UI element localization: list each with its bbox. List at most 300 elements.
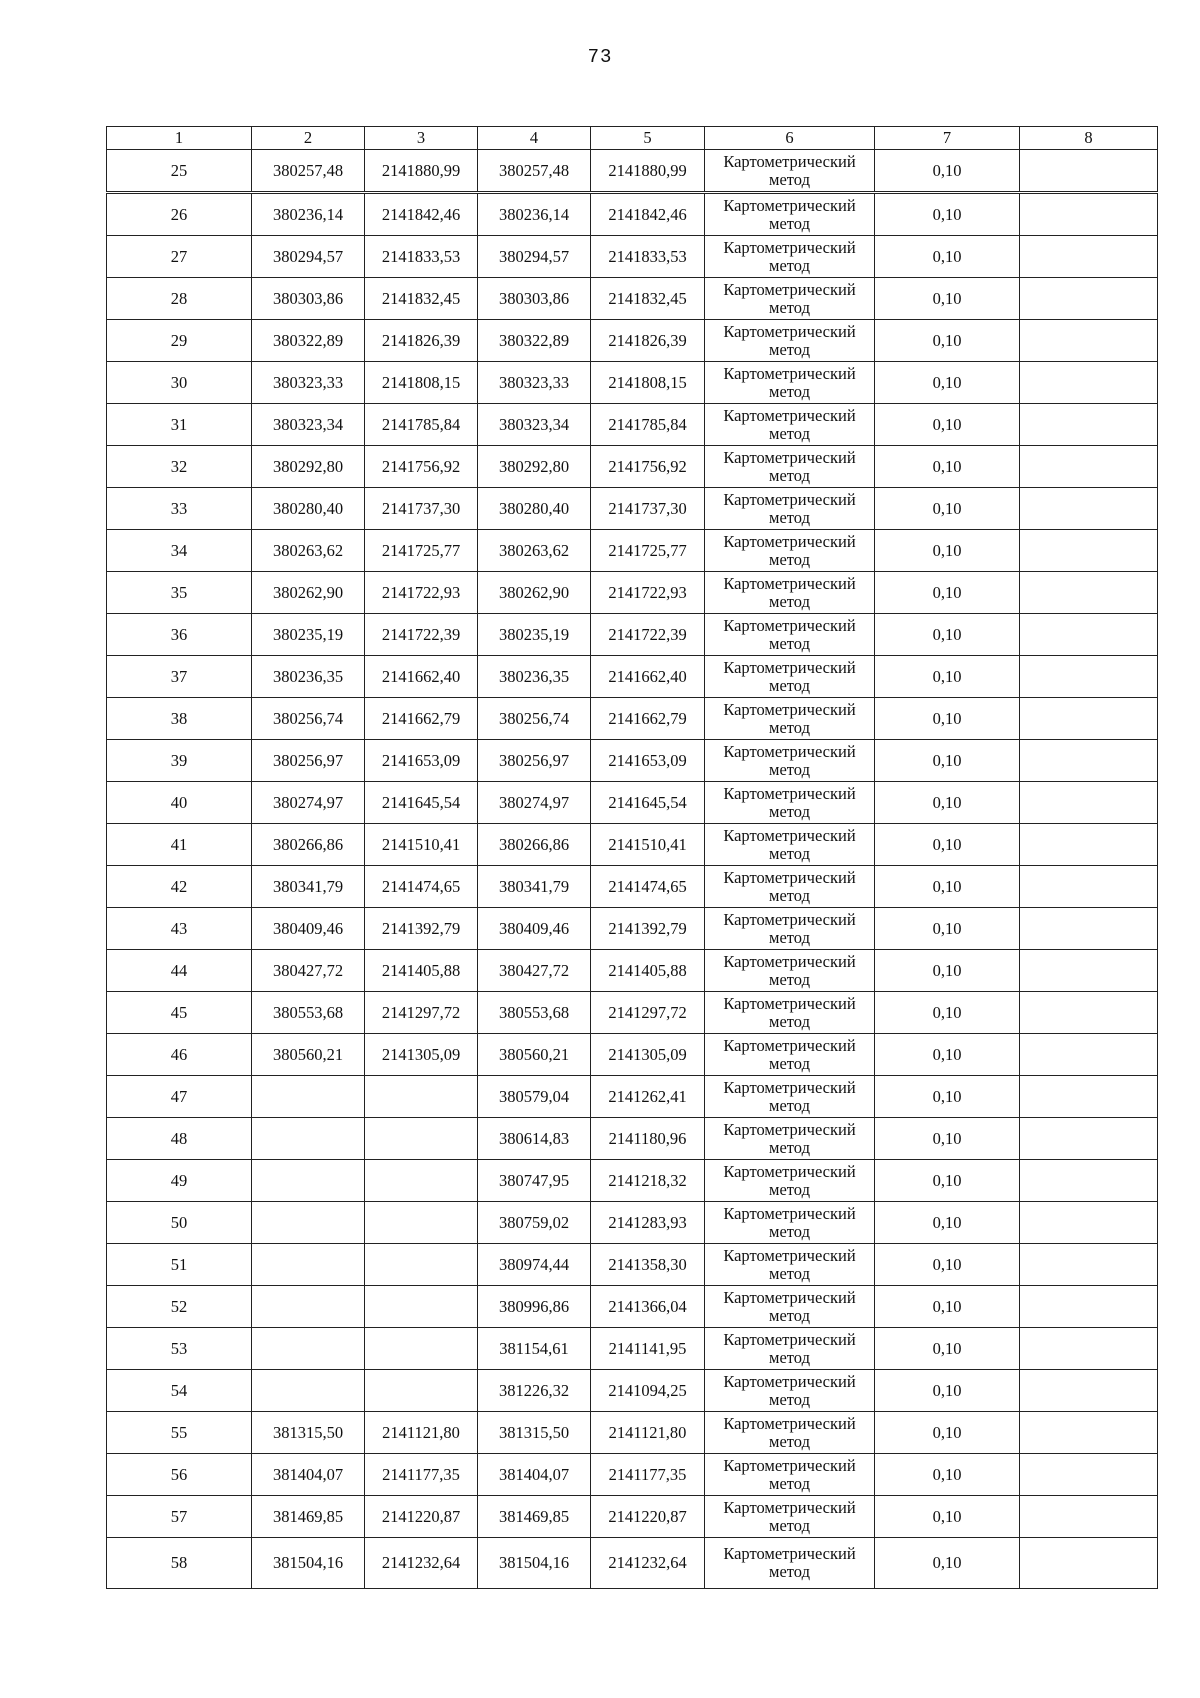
notes-cell xyxy=(1020,193,1158,236)
table-row xyxy=(107,782,1158,824)
method-cell: Картометрический метод xyxy=(705,656,875,698)
y-refined-cell: 2141232,64 xyxy=(591,1538,705,1589)
y-existing-cell xyxy=(365,1160,478,1202)
x-refined-cell: 380236,14 xyxy=(478,193,591,236)
x-refined-cell: 381315,50 xyxy=(478,1412,591,1454)
y-refined-cell: 2141405,88 xyxy=(591,950,705,992)
accuracy-cell: 0,10 xyxy=(875,150,1020,193)
notes-cell xyxy=(1020,572,1158,614)
y-refined-cell: 2141218,32 xyxy=(591,1160,705,1202)
notes-cell xyxy=(1020,1076,1158,1118)
y-existing-cell: 2141737,30 xyxy=(365,488,478,530)
table-row xyxy=(107,698,1158,740)
y-refined-cell: 2141141,95 xyxy=(591,1328,705,1370)
y-existing-cell: 2141725,77 xyxy=(365,530,478,572)
method-cell: Картометрический метод xyxy=(705,1496,875,1538)
x-refined-cell: 380262,90 xyxy=(478,572,591,614)
point-number-cell: 35 xyxy=(107,572,252,614)
accuracy-cell: 0,10 xyxy=(875,236,1020,278)
x-existing-cell xyxy=(252,1244,365,1286)
point-number-cell: 37 xyxy=(107,656,252,698)
x-existing-cell xyxy=(252,1328,365,1370)
method-cell: Картометрический метод xyxy=(705,614,875,656)
point-number-cell: 57 xyxy=(107,1496,252,1538)
x-refined-cell: 381504,16 xyxy=(478,1538,591,1589)
accuracy-cell: 0,10 xyxy=(875,992,1020,1034)
table-row xyxy=(107,1160,1158,1202)
x-refined-cell: 380579,04 xyxy=(478,1076,591,1118)
x-refined-cell: 380323,34 xyxy=(478,404,591,446)
point-number-cell: 45 xyxy=(107,992,252,1034)
accuracy-cell: 0,10 xyxy=(875,488,1020,530)
accuracy-cell: 0,10 xyxy=(875,320,1020,362)
y-refined-cell: 2141785,84 xyxy=(591,404,705,446)
point-number-cell: 30 xyxy=(107,362,252,404)
notes-cell xyxy=(1020,656,1158,698)
point-number-cell: 38 xyxy=(107,698,252,740)
x-refined-cell: 381469,85 xyxy=(478,1496,591,1538)
y-existing-cell xyxy=(365,1328,478,1370)
method-cell: Картометрический метод xyxy=(705,782,875,824)
x-refined-cell: 380560,21 xyxy=(478,1034,591,1076)
accuracy-cell: 0,10 xyxy=(875,824,1020,866)
x-refined-cell: 380256,97 xyxy=(478,740,591,782)
point-number-cell: 47 xyxy=(107,1076,252,1118)
x-existing-cell: 380236,14 xyxy=(252,193,365,236)
table-row xyxy=(107,572,1158,614)
x-refined-cell: 381154,61 xyxy=(478,1328,591,1370)
point-number-cell: 34 xyxy=(107,530,252,572)
y-refined-cell: 2141808,15 xyxy=(591,362,705,404)
method-cell: Картометрический метод xyxy=(705,866,875,908)
x-existing-cell: 381469,85 xyxy=(252,1496,365,1538)
x-refined-cell: 381404,07 xyxy=(478,1454,591,1496)
point-number-cell: 56 xyxy=(107,1454,252,1496)
accuracy-cell: 0,10 xyxy=(875,193,1020,236)
x-existing-cell: 380235,19 xyxy=(252,614,365,656)
x-existing-cell: 380427,72 xyxy=(252,950,365,992)
method-cell: Картометрический метод xyxy=(705,1118,875,1160)
y-refined-cell: 2141392,79 xyxy=(591,908,705,950)
x-existing-cell: 380560,21 xyxy=(252,1034,365,1076)
y-existing-cell: 2141842,46 xyxy=(365,193,478,236)
method-cell: Картометрический метод xyxy=(705,950,875,992)
x-existing-cell xyxy=(252,1370,365,1412)
column-header: 1 xyxy=(107,127,252,150)
x-refined-cell: 380614,83 xyxy=(478,1118,591,1160)
y-existing-cell: 2141510,41 xyxy=(365,824,478,866)
y-refined-cell: 2141653,09 xyxy=(591,740,705,782)
x-refined-cell: 380292,80 xyxy=(478,446,591,488)
y-refined-cell: 2141832,45 xyxy=(591,278,705,320)
accuracy-cell: 0,10 xyxy=(875,1076,1020,1118)
point-number-cell: 48 xyxy=(107,1118,252,1160)
method-cell: Картометрический метод xyxy=(705,362,875,404)
notes-cell xyxy=(1020,446,1158,488)
method-cell: Картометрический метод xyxy=(705,1202,875,1244)
x-existing-cell xyxy=(252,1202,365,1244)
notes-cell xyxy=(1020,1538,1158,1589)
y-existing-cell xyxy=(365,1244,478,1286)
table-row xyxy=(107,908,1158,950)
x-existing-cell: 380256,74 xyxy=(252,698,365,740)
point-number-cell: 52 xyxy=(107,1286,252,1328)
accuracy-cell: 0,10 xyxy=(875,278,1020,320)
notes-cell xyxy=(1020,950,1158,992)
x-existing-cell: 380303,86 xyxy=(252,278,365,320)
table-row xyxy=(107,488,1158,530)
notes-cell xyxy=(1020,1118,1158,1160)
notes-cell xyxy=(1020,1160,1158,1202)
point-number-cell: 50 xyxy=(107,1202,252,1244)
x-refined-cell: 380256,74 xyxy=(478,698,591,740)
accuracy-cell: 0,10 xyxy=(875,1286,1020,1328)
y-refined-cell: 2141180,96 xyxy=(591,1118,705,1160)
y-refined-cell: 2141756,92 xyxy=(591,446,705,488)
point-number-cell: 44 xyxy=(107,950,252,992)
y-refined-cell: 2141722,39 xyxy=(591,614,705,656)
x-existing-cell: 380323,34 xyxy=(252,404,365,446)
column-header: 3 xyxy=(365,127,478,150)
method-cell: Картометрический метод xyxy=(705,1286,875,1328)
method-cell: Картометрический метод xyxy=(705,150,875,193)
table-row xyxy=(107,866,1158,908)
coordinates-table xyxy=(106,126,1158,1589)
x-refined-cell: 380747,95 xyxy=(478,1160,591,1202)
point-number-cell: 46 xyxy=(107,1034,252,1076)
x-refined-cell: 380263,62 xyxy=(478,530,591,572)
x-existing-cell: 380263,62 xyxy=(252,530,365,572)
point-number-cell: 29 xyxy=(107,320,252,362)
accuracy-cell: 0,10 xyxy=(875,1412,1020,1454)
method-cell: Картометрический метод xyxy=(705,404,875,446)
column-header: 8 xyxy=(1020,127,1158,150)
point-number-cell: 58 xyxy=(107,1538,252,1589)
method-cell: Картометрический метод xyxy=(705,1370,875,1412)
x-refined-cell: 380294,57 xyxy=(478,236,591,278)
table-row xyxy=(107,950,1158,992)
y-existing-cell xyxy=(365,1202,478,1244)
notes-cell xyxy=(1020,782,1158,824)
y-existing-cell xyxy=(365,1118,478,1160)
x-refined-cell: 380257,48 xyxy=(478,150,591,193)
accuracy-cell: 0,10 xyxy=(875,1118,1020,1160)
y-existing-cell: 2141177,35 xyxy=(365,1454,478,1496)
accuracy-cell: 0,10 xyxy=(875,908,1020,950)
column-header: 4 xyxy=(478,127,591,150)
point-number-cell: 51 xyxy=(107,1244,252,1286)
table-row xyxy=(107,1496,1158,1538)
table-row xyxy=(107,1076,1158,1118)
table-row xyxy=(107,362,1158,404)
table-row xyxy=(107,193,1158,236)
y-refined-cell: 2141474,65 xyxy=(591,866,705,908)
point-number-cell: 43 xyxy=(107,908,252,950)
y-existing-cell: 2141305,09 xyxy=(365,1034,478,1076)
y-refined-cell: 2141121,80 xyxy=(591,1412,705,1454)
point-number-cell: 27 xyxy=(107,236,252,278)
table-row xyxy=(107,1286,1158,1328)
point-number-cell: 36 xyxy=(107,614,252,656)
x-existing-cell: 380266,86 xyxy=(252,824,365,866)
notes-cell xyxy=(1020,824,1158,866)
column-header: 6 xyxy=(705,127,875,150)
notes-cell xyxy=(1020,698,1158,740)
table-row xyxy=(107,1538,1158,1589)
accuracy-cell: 0,10 xyxy=(875,782,1020,824)
x-existing-cell: 380292,80 xyxy=(252,446,365,488)
notes-cell xyxy=(1020,150,1158,193)
x-refined-cell: 380996,86 xyxy=(478,1286,591,1328)
accuracy-cell: 0,10 xyxy=(875,404,1020,446)
y-existing-cell: 2141405,88 xyxy=(365,950,478,992)
x-refined-cell: 380303,86 xyxy=(478,278,591,320)
accuracy-cell: 0,10 xyxy=(875,530,1020,572)
y-existing-cell: 2141808,15 xyxy=(365,362,478,404)
y-refined-cell: 2141880,99 xyxy=(591,150,705,193)
accuracy-cell: 0,10 xyxy=(875,950,1020,992)
method-cell: Картометрический метод xyxy=(705,992,875,1034)
table-row xyxy=(107,1370,1158,1412)
notes-cell xyxy=(1020,740,1158,782)
table-row xyxy=(107,446,1158,488)
y-refined-cell: 2141366,04 xyxy=(591,1286,705,1328)
x-refined-cell: 380322,89 xyxy=(478,320,591,362)
x-refined-cell: 380759,02 xyxy=(478,1202,591,1244)
column-header: 7 xyxy=(875,127,1020,150)
notes-cell xyxy=(1020,1496,1158,1538)
method-cell: Картометрический метод xyxy=(705,1244,875,1286)
x-existing-cell: 380257,48 xyxy=(252,150,365,193)
method-cell: Картометрический метод xyxy=(705,1076,875,1118)
y-existing-cell: 2141826,39 xyxy=(365,320,478,362)
x-existing-cell: 380323,33 xyxy=(252,362,365,404)
accuracy-cell: 0,10 xyxy=(875,740,1020,782)
x-refined-cell: 380266,86 xyxy=(478,824,591,866)
table-body xyxy=(107,150,1158,1589)
x-existing-cell: 380294,57 xyxy=(252,236,365,278)
table-row xyxy=(107,1412,1158,1454)
x-existing-cell: 380280,40 xyxy=(252,488,365,530)
table-row xyxy=(107,278,1158,320)
notes-cell xyxy=(1020,866,1158,908)
y-existing-cell: 2141653,09 xyxy=(365,740,478,782)
y-existing-cell: 2141722,93 xyxy=(365,572,478,614)
table-row xyxy=(107,740,1158,782)
point-number-cell: 55 xyxy=(107,1412,252,1454)
y-existing-cell: 2141474,65 xyxy=(365,866,478,908)
x-refined-cell: 380235,19 xyxy=(478,614,591,656)
method-cell: Картометрический метод xyxy=(705,1538,875,1589)
table-row xyxy=(107,1454,1158,1496)
accuracy-cell: 0,10 xyxy=(875,1328,1020,1370)
accuracy-cell: 0,10 xyxy=(875,1160,1020,1202)
x-existing-cell: 380341,79 xyxy=(252,866,365,908)
y-refined-cell: 2141842,46 xyxy=(591,193,705,236)
table-row xyxy=(107,824,1158,866)
accuracy-cell: 0,10 xyxy=(875,698,1020,740)
column-header: 5 xyxy=(591,127,705,150)
y-refined-cell: 2141283,93 xyxy=(591,1202,705,1244)
x-existing-cell xyxy=(252,1286,365,1328)
x-refined-cell: 380427,72 xyxy=(478,950,591,992)
method-cell: Картометрический метод xyxy=(705,446,875,488)
point-number-cell: 32 xyxy=(107,446,252,488)
method-cell: Картометрический метод xyxy=(705,236,875,278)
y-refined-cell: 2141826,39 xyxy=(591,320,705,362)
method-cell: Картометрический метод xyxy=(705,320,875,362)
y-existing-cell: 2141722,39 xyxy=(365,614,478,656)
x-existing-cell: 380262,90 xyxy=(252,572,365,614)
y-refined-cell: 2141297,72 xyxy=(591,992,705,1034)
y-existing-cell: 2141785,84 xyxy=(365,404,478,446)
accuracy-cell: 0,10 xyxy=(875,1034,1020,1076)
table-row xyxy=(107,150,1158,193)
table-row xyxy=(107,320,1158,362)
x-refined-cell: 380409,46 xyxy=(478,908,591,950)
y-refined-cell: 2141737,30 xyxy=(591,488,705,530)
point-number-cell: 40 xyxy=(107,782,252,824)
page-number: 73 xyxy=(587,46,613,68)
accuracy-cell: 0,10 xyxy=(875,362,1020,404)
accuracy-cell: 0,10 xyxy=(875,1370,1020,1412)
notes-cell xyxy=(1020,614,1158,656)
x-existing-cell: 381315,50 xyxy=(252,1412,365,1454)
point-number-cell: 39 xyxy=(107,740,252,782)
y-existing-cell: 2141756,92 xyxy=(365,446,478,488)
notes-cell xyxy=(1020,1454,1158,1496)
accuracy-cell: 0,10 xyxy=(875,446,1020,488)
y-existing-cell: 2141833,53 xyxy=(365,236,478,278)
method-cell: Картометрический метод xyxy=(705,824,875,866)
y-existing-cell: 2141121,80 xyxy=(365,1412,478,1454)
accuracy-cell: 0,10 xyxy=(875,866,1020,908)
accuracy-cell: 0,10 xyxy=(875,1202,1020,1244)
y-refined-cell: 2141662,40 xyxy=(591,656,705,698)
notes-cell xyxy=(1020,488,1158,530)
x-existing-cell: 380256,97 xyxy=(252,740,365,782)
accuracy-cell: 0,10 xyxy=(875,1496,1020,1538)
point-number-cell: 54 xyxy=(107,1370,252,1412)
method-cell: Картометрический метод xyxy=(705,740,875,782)
notes-cell xyxy=(1020,1412,1158,1454)
method-cell: Картометрический метод xyxy=(705,1412,875,1454)
x-refined-cell: 380323,33 xyxy=(478,362,591,404)
method-cell: Картометрический метод xyxy=(705,572,875,614)
x-refined-cell: 380236,35 xyxy=(478,656,591,698)
y-refined-cell: 2141094,25 xyxy=(591,1370,705,1412)
header-row xyxy=(107,127,1158,150)
accuracy-cell: 0,10 xyxy=(875,1244,1020,1286)
y-existing-cell: 2141220,87 xyxy=(365,1496,478,1538)
accuracy-cell: 0,10 xyxy=(875,572,1020,614)
point-number-cell: 28 xyxy=(107,278,252,320)
method-cell: Картометрический метод xyxy=(705,1160,875,1202)
table-row xyxy=(107,992,1158,1034)
y-refined-cell: 2141358,30 xyxy=(591,1244,705,1286)
method-cell: Картометрический метод xyxy=(705,1454,875,1496)
table-row xyxy=(107,1244,1158,1286)
table-row xyxy=(107,614,1158,656)
column-header: 2 xyxy=(252,127,365,150)
notes-cell xyxy=(1020,1034,1158,1076)
y-refined-cell: 2141725,77 xyxy=(591,530,705,572)
x-refined-cell: 380341,79 xyxy=(478,866,591,908)
method-cell: Картометрический метод xyxy=(705,1034,875,1076)
x-existing-cell xyxy=(252,1118,365,1160)
x-refined-cell: 380280,40 xyxy=(478,488,591,530)
point-number-cell: 41 xyxy=(107,824,252,866)
method-cell: Картометрический метод xyxy=(705,530,875,572)
accuracy-cell: 0,10 xyxy=(875,656,1020,698)
notes-cell xyxy=(1020,1328,1158,1370)
table-row xyxy=(107,1118,1158,1160)
point-number-cell: 33 xyxy=(107,488,252,530)
point-number-cell: 42 xyxy=(107,866,252,908)
notes-cell xyxy=(1020,992,1158,1034)
x-refined-cell: 380274,97 xyxy=(478,782,591,824)
method-cell: Картометрический метод xyxy=(705,908,875,950)
table-row xyxy=(107,236,1158,278)
y-existing-cell: 2141645,54 xyxy=(365,782,478,824)
accuracy-cell: 0,10 xyxy=(875,1538,1020,1589)
y-refined-cell: 2141177,35 xyxy=(591,1454,705,1496)
table-row xyxy=(107,404,1158,446)
notes-cell xyxy=(1020,1286,1158,1328)
y-refined-cell: 2141220,87 xyxy=(591,1496,705,1538)
y-existing-cell xyxy=(365,1286,478,1328)
point-number-cell: 25 xyxy=(107,150,252,193)
y-existing-cell xyxy=(365,1370,478,1412)
y-refined-cell: 2141645,54 xyxy=(591,782,705,824)
x-refined-cell: 381226,32 xyxy=(478,1370,591,1412)
notes-cell xyxy=(1020,320,1158,362)
point-number-cell: 31 xyxy=(107,404,252,446)
x-existing-cell: 380553,68 xyxy=(252,992,365,1034)
x-refined-cell: 380974,44 xyxy=(478,1244,591,1286)
y-existing-cell: 2141662,40 xyxy=(365,656,478,698)
y-existing-cell: 2141392,79 xyxy=(365,908,478,950)
y-refined-cell: 2141722,93 xyxy=(591,572,705,614)
method-cell: Картометрический метод xyxy=(705,193,875,236)
x-existing-cell xyxy=(252,1076,365,1118)
y-refined-cell: 2141510,41 xyxy=(591,824,705,866)
notes-cell xyxy=(1020,1202,1158,1244)
table-row xyxy=(107,530,1158,572)
notes-cell xyxy=(1020,404,1158,446)
x-existing-cell: 380322,89 xyxy=(252,320,365,362)
table-row xyxy=(107,1034,1158,1076)
accuracy-cell: 0,10 xyxy=(875,614,1020,656)
y-existing-cell: 2141662,79 xyxy=(365,698,478,740)
notes-cell xyxy=(1020,530,1158,572)
y-existing-cell: 2141832,45 xyxy=(365,278,478,320)
x-existing-cell: 380236,35 xyxy=(252,656,365,698)
table-row xyxy=(107,1202,1158,1244)
point-number-cell: 53 xyxy=(107,1328,252,1370)
y-existing-cell xyxy=(365,1076,478,1118)
table-row xyxy=(107,1328,1158,1370)
method-cell: Картометрический метод xyxy=(705,488,875,530)
y-existing-cell: 2141880,99 xyxy=(365,150,478,193)
notes-cell xyxy=(1020,908,1158,950)
table-row xyxy=(107,656,1158,698)
point-number-cell: 49 xyxy=(107,1160,252,1202)
y-refined-cell: 2141305,09 xyxy=(591,1034,705,1076)
y-refined-cell: 2141833,53 xyxy=(591,236,705,278)
point-number-cell: 26 xyxy=(107,193,252,236)
x-existing-cell xyxy=(252,1160,365,1202)
